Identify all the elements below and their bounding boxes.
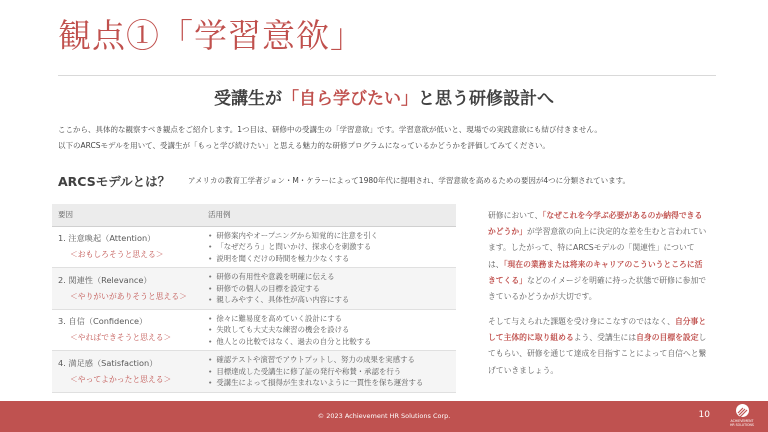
example-item: • 親しみやすく、具体性が高い内容にする — [208, 294, 450, 306]
title-divider — [58, 75, 716, 76]
arcs-description: アメリカの教育工学者ジョン・M・ケラーによって1980年代に提唱され、学習意欲を高めるための要因が4つに分類されています。 — [188, 176, 631, 185]
header-examples: 活用例 — [202, 204, 456, 226]
intro-paragraph-1: ここから、具体的な観察すべき観点をご紹介します。1つ目は、研修中の受講生の「学習意欲」です。学習意欲が低いと、現場での実践意欲にも結び付きません。 — [58, 125, 602, 134]
examples-cell — [202, 351, 456, 393]
examples-cell — [202, 226, 456, 268]
side-text: 研修において、 — [488, 211, 543, 220]
copyright-text: © 2023 Achievement HR Solutions Corp. — [317, 412, 451, 420]
factor-label: ＜やりがいがありそうと思える＞ — [70, 291, 187, 301]
subtitle-prefix: 受講生が — [214, 89, 282, 109]
side-highlight: 自身の目標を設定 — [636, 333, 699, 343]
side-highlight: 自分事として主体的に取り組める — [488, 317, 707, 343]
factor-name: 3. 自信（Confidence） — [58, 316, 148, 327]
subtitle-suffix: と思う研修設計へ — [418, 89, 554, 109]
examples-list — [208, 313, 450, 348]
example-item: • 受講生によって損得が生まれないように一貫性を保ち運営する — [208, 377, 450, 389]
factor-name: 1. 注意喚起（Attention） — [58, 233, 156, 244]
example-item: • 失敗しても大丈夫な練習の機会を設ける — [208, 324, 450, 336]
header-factor: 要因 — [52, 204, 202, 226]
factor-label: ＜やってよかったと思える＞ — [70, 374, 172, 384]
side-highlight: 「現在の業務または将来のキャリアのこういうところに活きてくる」 — [488, 259, 703, 285]
example-item: • 研修の有用性や意義を明確に伝える — [208, 271, 450, 283]
example-item: • 他人との比較ではなく、過去の自分と比較する — [208, 336, 450, 348]
side-highlight: 「なぜこれを今学ぶ必要があるのか納得できるかどうか」 — [488, 211, 703, 237]
slide-title: 観点①「学習意欲」 — [58, 16, 364, 55]
factor-cell — [52, 226, 202, 268]
factor-name: 2. 関連性（Relevance） — [58, 274, 152, 285]
logo-mark-icon — [736, 404, 749, 417]
examples-list — [208, 354, 450, 389]
table-header-row — [52, 204, 456, 226]
table-row — [52, 226, 456, 268]
examples-list — [208, 271, 450, 306]
side-text: そして与えられた課題を受け身にこなすのではなく、 — [488, 317, 675, 326]
table-row — [52, 351, 456, 393]
footer-bar — [0, 401, 768, 432]
logo-text-line-2: HR SOLUTIONS — [730, 423, 754, 427]
arcs-table — [52, 204, 456, 393]
logo-text-line-1: ACHIEVEMENT — [730, 419, 754, 423]
arcs-heading: ARCSモデルとは？ — [58, 174, 171, 189]
slide-subtitle — [0, 84, 768, 109]
factor-cell — [52, 309, 202, 351]
example-item: • 徐々に難易度を高めていく設計にする — [208, 313, 450, 325]
table-row — [52, 309, 456, 351]
logo-text — [728, 419, 756, 427]
logo-stripes-icon — [736, 406, 749, 419]
examples-cell — [202, 309, 456, 351]
examples-list — [208, 230, 450, 265]
factor-cell — [52, 351, 202, 393]
intro-paragraph-2: 以下のARCSモデルを用いて、受講生が「もっと学び続けたい」と思える魅力的な研修プログラムになっているかどうかを評価してみてください。 — [58, 141, 550, 150]
side-text: よう、受講生には — [573, 333, 637, 343]
factor-name: 4. 満足感（Satisfaction） — [58, 357, 158, 368]
factor-label: ＜おもしろそうと思える＞ — [70, 250, 164, 260]
subtitle-accent: 「自ら学びたい」 — [282, 89, 418, 109]
example-item: • 「なぜだろう」と問いかけ、探求心を刺激する — [208, 241, 450, 253]
side-paragraph-1 — [488, 208, 710, 305]
example-item: • 研修案内やオープニングから知覚的に注意を引く — [208, 230, 450, 242]
example-item: • 研修での個人の目標を設定する — [208, 283, 450, 295]
factor-label: ＜やればできそうと思える＞ — [70, 333, 172, 343]
example-item: • 目標達成した受講生に修了証の発行や称賛・承認を行う — [208, 366, 450, 378]
examples-cell — [202, 268, 456, 310]
example-item: • 確認テストや演習でアウトプットし、努力の成果を実感する — [208, 354, 450, 366]
example-item: • 説明を聞くだけの時間を極力少なくする — [208, 253, 450, 265]
page-number: 10 — [698, 410, 710, 420]
factor-cell — [52, 268, 202, 310]
side-text: してもらい、研修を通じて達成を目指すことによって自信へと繋げていきましょう。 — [488, 333, 707, 375]
side-text: が学習意欲の向上に決定的な差を生むと言われています。したがって、特にARCSモデルの「関連性」については、 — [488, 227, 707, 269]
company-logo — [728, 404, 756, 430]
side-text: などのイメージを明確に持った状態で研修に参加できているかどうかが大切です。 — [488, 275, 707, 302]
table-row — [52, 268, 456, 310]
side-paragraph-2 — [488, 314, 710, 379]
